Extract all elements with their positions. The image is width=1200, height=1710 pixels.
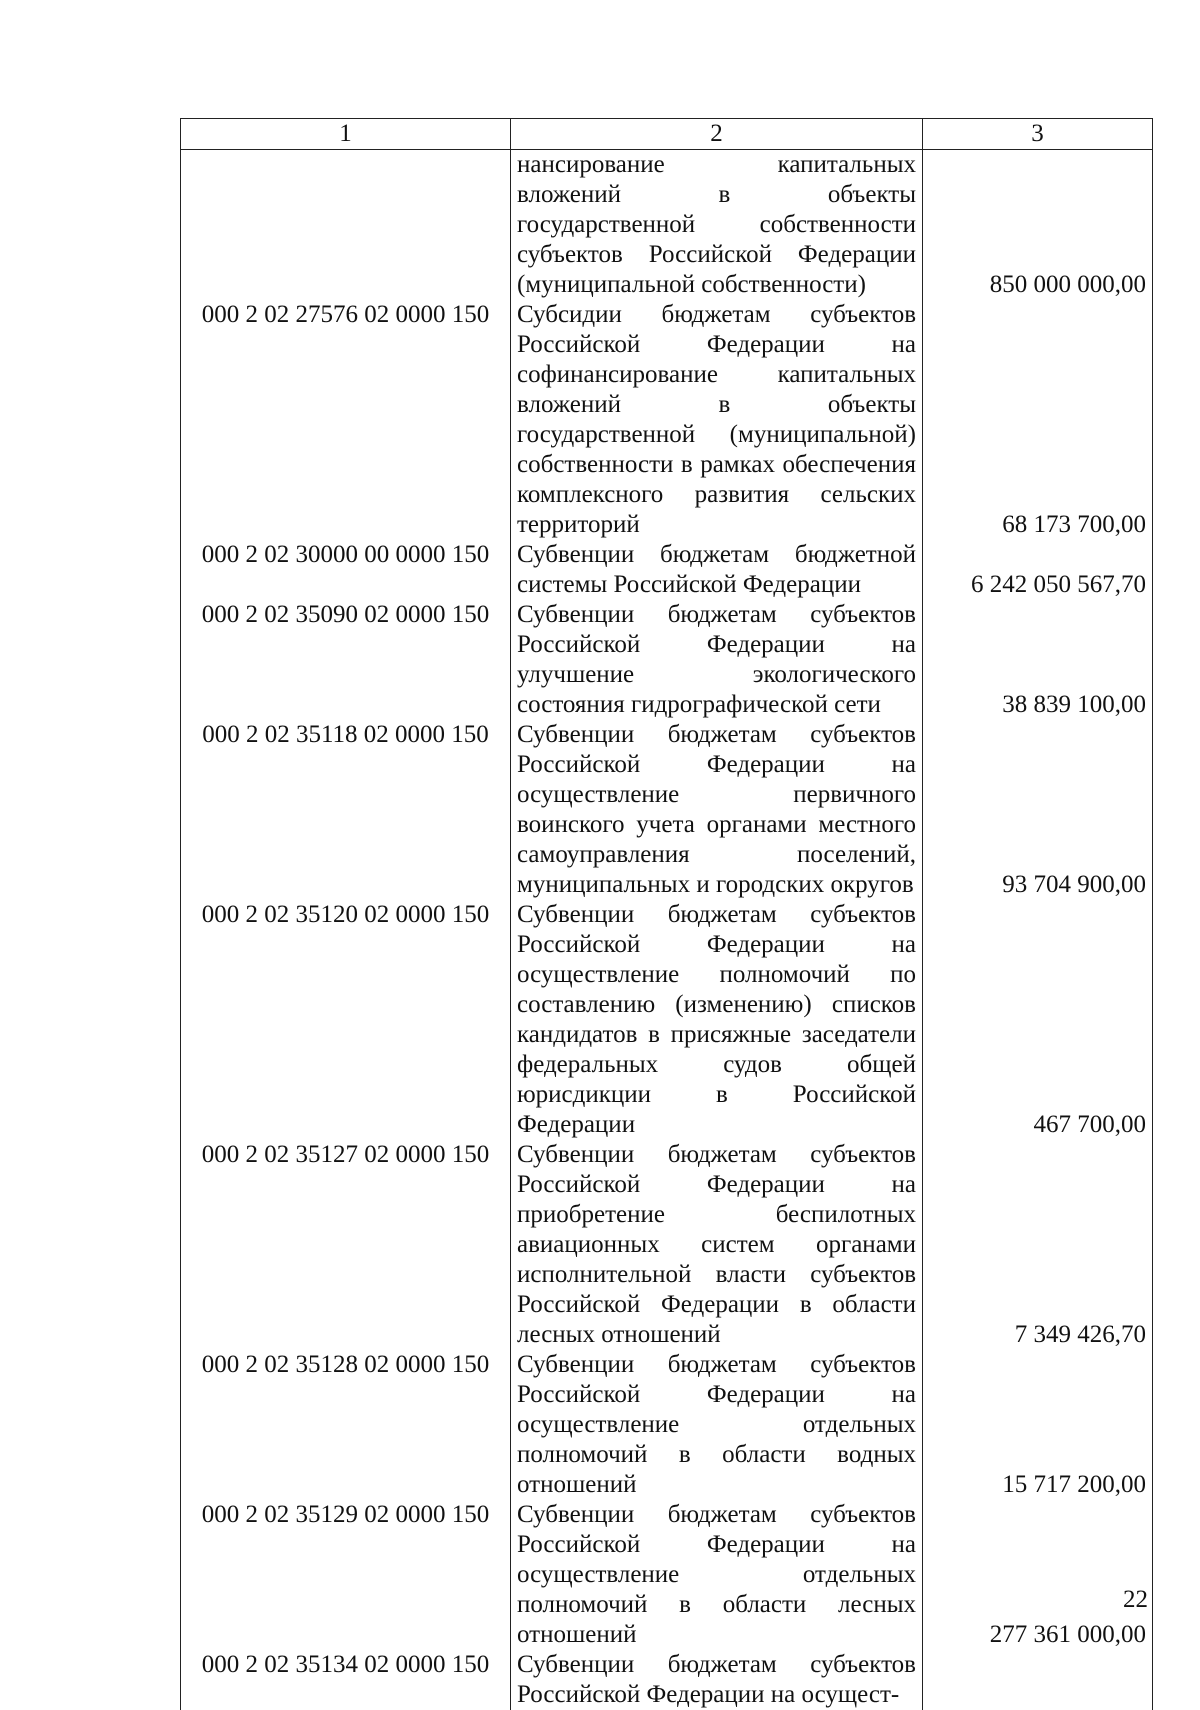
amount-value: 68 173 700,00 [923, 300, 1153, 540]
column-header: 3 [923, 119, 1153, 150]
budget-code: 000 2 02 35134 02 0000 150 [181, 1650, 511, 1710]
table-header-row [181, 119, 1153, 150]
budget-code [181, 150, 511, 301]
income-description: Субвенции бюджетам субъектов Российской Федерации на приобретение беспилотных авиационных систем органами исполнительной власти субъектов Российской Федерации в области лесных отношений [511, 1140, 923, 1350]
income-description: Субвенции бюджетам субъектов Российской Федерации на осущест- [511, 1650, 923, 1710]
income-description: нансирование капитальных вложений в объекты государственной собственности субъектов Российской Федерации (муниципальной собственности) [511, 150, 923, 301]
amount-value: 6 242 050 567,70 [923, 540, 1153, 600]
table-row [181, 600, 1153, 720]
amount-value: 7 349 426,70 [923, 1140, 1153, 1350]
income-description: Субвенции бюджетам субъектов Российской Федерации на осуществление отдельных полномочий в области водных отношений [511, 1350, 923, 1500]
budget-code: 000 2 02 35120 02 0000 150 [181, 900, 511, 1140]
table-row [181, 150, 1153, 301]
amount-value: 15 717 200,00 [923, 1350, 1153, 1500]
budget-code: 000 2 02 35118 02 0000 150 [181, 720, 511, 900]
amount-value: 93 704 900,00 [923, 720, 1153, 900]
column-header: 2 [511, 119, 923, 150]
income-description: Субвенции бюджетам субъектов Российской Федерации на улучшение экологического состояния гидрографической сети [511, 600, 923, 720]
table-row [181, 300, 1153, 540]
table-row [181, 1500, 1153, 1650]
amount-value [923, 1650, 1153, 1710]
amount-value: 467 700,00 [923, 900, 1153, 1140]
budget-code: 000 2 02 35128 02 0000 150 [181, 1350, 511, 1500]
table-row [181, 1140, 1153, 1350]
amount-value: 277 361 000,00 [923, 1500, 1153, 1650]
table-row [181, 720, 1153, 900]
budget-code: 000 2 02 30000 00 0000 150 [181, 540, 511, 600]
budget-code: 000 2 02 35090 02 0000 150 [181, 600, 511, 720]
budget-code: 000 2 02 35127 02 0000 150 [181, 1140, 511, 1350]
table-row [181, 900, 1153, 1140]
column-header: 1 [181, 119, 511, 150]
income-description: Субвенции бюджетам субъектов Российской Федерации на осуществление полномочий по составлению (изменению) списков кандидатов в присяжные заседатели федеральных судов общей юрисдикции в Российской Федерации [511, 900, 923, 1140]
income-description: Субвенции бюджетам субъектов Российской Федерации на осуществление первичного воинского учета органами местного самоуправления поселений, муниципальных и городских округов [511, 720, 923, 900]
income-description: Субвенции бюджетам бюджетной системы Российской Федерации [511, 540, 923, 600]
table-row [181, 540, 1153, 600]
amount-value: 38 839 100,00 [923, 600, 1153, 720]
budget-code: 000 2 02 27576 02 0000 150 [181, 300, 511, 540]
income-description: Субсидии бюджетам субъектов Российской Федерации на софинансирование капитальных вложений в объекты государственной (муниципальной) собственности в рамках обеспечения комплексного развития сельских территорий [511, 300, 923, 540]
amount-value: 850 000 000,00 [923, 150, 1153, 301]
table-row [181, 1350, 1153, 1500]
budget-table [180, 118, 1153, 1710]
budget-code: 000 2 02 35129 02 0000 150 [181, 1500, 511, 1650]
page-number: 22 [1123, 1586, 1148, 1613]
table-row [181, 1650, 1153, 1710]
income-description: Субвенции бюджетам субъектов Российской Федерации на осуществление отдельных полномочий в области лесных отношений [511, 1500, 923, 1650]
